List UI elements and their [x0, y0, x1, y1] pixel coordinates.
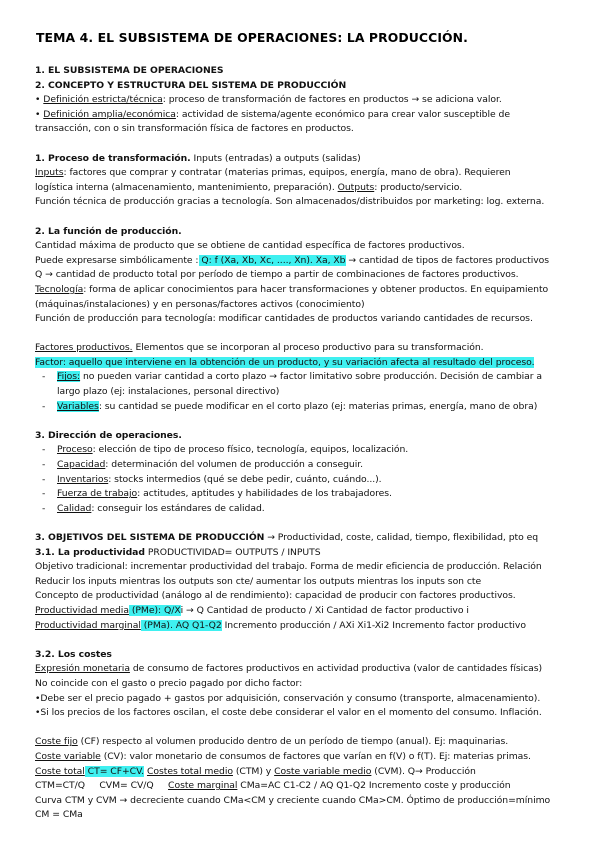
direccion-item-text: : elección de tipo de proceso físico, tecnología, equipos, localización. [92, 444, 409, 456]
inputs-line [35, 166, 583, 181]
factores-definition-line [35, 356, 583, 371]
pma-label: Productividad marginal [35, 619, 141, 631]
direccion-item-label: Capacidad [57, 459, 106, 471]
objetivos-heading-rest: → Productividad, coste, calidad, tiempo, flexibilidad, pto eq [264, 532, 539, 543]
definition-broad [35, 108, 583, 123]
pme-highlight: (PMe): Q/X [128, 604, 181, 616]
dash-marker: - [42, 371, 46, 383]
pma-highlight: (PMa). AQ Q1-Q2 [140, 619, 222, 631]
direccion-item [35, 487, 583, 502]
factores-variables-item [35, 400, 583, 415]
dash-marker: - [42, 444, 46, 456]
bullet-marker: • [35, 94, 41, 106]
direccion-item-text: : actitudes, aptitudes y habilidades de los trabajadores. [137, 488, 392, 500]
cvm-text: (CVM). Q→ Producción [371, 765, 476, 777]
costes-line-3: •Debe ser el precio pagado + gastos por adquisición, conservación y consumo (transporte, almacenamiento). [35, 692, 541, 704]
proceso-heading-rest: Inputs (entradas) a outputs (salidas) [190, 152, 361, 164]
direccion-heading: 3. Dirección de operaciones. [35, 429, 182, 441]
coste-variable-line [35, 750, 583, 765]
funcion-formula-post: → cantidad de tipos de factores productivos [345, 254, 550, 266]
tecnologia-line [35, 283, 583, 298]
variables-text: : su cantidad se puede modificar en el corto plazo (ej: materias primas, energía, mano de obra) [98, 400, 538, 412]
definition-strict-text: : proceso de transformación de factores en productos → se adiciona valor. [162, 94, 502, 106]
definition-broad-label: Definición amplia/económica [43, 108, 176, 120]
tecnologia-label: Tecnología [35, 283, 84, 295]
factores-label: Factores productivos. [35, 342, 133, 354]
funcion-line-6: Función de producción para tecnología: modificar cantidades de productos variando cantidades de recursos. [35, 313, 533, 325]
objetivos-line-3: Concepto de productividad (análogo al de rendimiento): capacidad de producir con factores productivos. [35, 590, 516, 602]
expresion-text: de consumo de factores productivos en actividad productiva (valor de cantidades físicas) [129, 663, 543, 675]
spacer [35, 721, 583, 736]
coste-total-label: Coste total [35, 765, 85, 777]
cvm-label: Coste variable medio [274, 765, 372, 777]
spacer [35, 327, 583, 342]
direccion-item [35, 473, 583, 488]
curva-line: Curva CTM y CVM → decreciente cuando CMa<CM y creciente cuando CMa>CM. Óptimo de producción=mínimo [35, 794, 551, 806]
coste-variable-label: Coste variable [35, 750, 101, 762]
direccion-item-text: : stocks intermedios (qué se debe pedir, cuánto, cuándo...). [108, 473, 382, 485]
bullet-marker: • [35, 108, 41, 120]
funcion-line-2 [35, 254, 583, 269]
expresion-line [35, 662, 583, 677]
definition-strict-label: Definición estricta/técnica [43, 94, 163, 106]
coste-fijo-line [35, 735, 583, 750]
coste-variable-text: (CV): valor monetario de consumos de factores que varían en f(V) o f(T). Ej: materias primas. [100, 750, 531, 762]
dash-marker: - [42, 502, 46, 514]
inputs-text: : factores que comprar y contratar (materias primas, equipos, energía, mano de obra). Requieren [63, 167, 511, 179]
ctm-label: Costes total medio [146, 765, 233, 777]
objetivos-line-1: Objetivo tradicional: incrementar productividad del trabajo. Forma de medir eficiencia de producción. Relación [35, 561, 542, 573]
tecnologia-text: : forma de aplicar conocimientos para hacer transformaciones y obtener productos. En equipamiento [83, 283, 549, 295]
direccion-item [35, 502, 583, 517]
direccion-item [35, 458, 583, 473]
final-line: CM = CMa [35, 809, 83, 821]
logistica-text: logística interna (almacenamiento, mantenimiento, preparación). [35, 181, 335, 193]
fijos-label: Fijos: [57, 371, 81, 383]
objetivos-heading: 3. OBJETIVOS DEL SISTEMA DE PRODUCCIÓN [35, 532, 265, 543]
expresion-label: Expresión monetaria [35, 663, 130, 675]
definition-strict [35, 93, 583, 108]
pme-line [35, 604, 583, 619]
variables-label: Variables [57, 400, 99, 412]
costes-line-4: •Si los precios de los factores oscilan, el coste debe considerar el valor en el momento del consumo. Inflación. [35, 707, 542, 719]
definition-broad-text: : actividad de sistema/agente económico para crear valor susceptible de [175, 108, 510, 120]
funcion-line-3: Q → cantidad de producto total por período de tiempo a partir de combinaciones de factores productivos. [35, 269, 519, 281]
direccion-item-text: : determinación del volumen de producción a conseguir. [105, 459, 364, 471]
document-body [35, 64, 583, 823]
proceso-heading-line [35, 152, 583, 167]
funcion-tecnica-line: Función técnica de producción gracias a tecnología. Son almacenados/distribuidos por marketing: log. externa. [35, 196, 545, 208]
coste-total-line [35, 765, 583, 780]
ctm-formula-line [35, 779, 583, 794]
productividad-heading-line [35, 546, 583, 561]
dash-marker: - [42, 488, 46, 500]
objetivos-heading-line [35, 531, 583, 546]
pme-text: i → Q Cantidad de producto / Xi Cantidad de factor productivo i [180, 604, 469, 616]
spacer [35, 516, 583, 531]
dash-marker: - [42, 473, 46, 485]
coste-fijo-label: Coste fijo [35, 736, 78, 748]
direccion-item [35, 443, 583, 458]
coste-total-highlight: CT= CF+CV. [84, 765, 145, 777]
objetivos-line-2: Reducir los inputs mientras los outputs son cte/ aumentar los outputs mientras los inputs son cte [35, 575, 482, 587]
direccion-item-label: Inventarios [57, 473, 109, 485]
pma-line [35, 619, 583, 634]
costes-line-2: No coincide con el gasto o precio pagado por dicho factor: [35, 677, 303, 689]
logistica-line [35, 181, 583, 196]
funcion-line-5: (máquinas/instalaciones) y en personas/factores activos (conocimiento) [35, 298, 365, 310]
dash-marker: - [42, 459, 46, 471]
factores-fijos-item [35, 370, 583, 385]
dash-marker: - [42, 400, 46, 412]
factores-fijos-cont: largo plazo (ej: instalaciones, personal directivo) [57, 386, 280, 398]
section-heading-subsistema: 1. EL SUBSISTEMA DE OPERACIONES [35, 65, 224, 76]
direccion-item-label: Fuerza de trabajo [57, 488, 138, 500]
coste-marginal-label: Coste marginal [168, 780, 238, 792]
direccion-item-label: Calidad [57, 502, 92, 514]
costes-heading: 3.2. Los costes [35, 648, 112, 660]
funcion-formula-pre: Puede expresarse simbólicamente : [35, 254, 199, 266]
coste-fijo-text: (CF) respecto al volumen producido dentro de un período de tiempo (anual). Ej: maquinarias. [77, 736, 509, 748]
direccion-item-label: Proceso [57, 444, 93, 456]
factores-text: Elementos que se incorporan al proceso productivo para su transformación. [132, 342, 484, 354]
definition-broad-cont: transacción, con o sin transformación física de factores en productos. [35, 123, 354, 135]
spacer [35, 414, 583, 429]
productividad-formula: PRODUCTIVIDAD= OUTPUTS / INPUTS [144, 546, 321, 558]
section-heading-concepto: 2. CONCEPTO Y ESTRUCTURA DEL SISTEMA DE PRODUCCIÓN [35, 79, 347, 91]
spacer [35, 137, 583, 152]
proceso-heading: 1. Proceso de transformación. [35, 152, 191, 164]
factores-definition-highlight: Factor: aquello que interviene en la obtención de un producto, y su variación afecta al resultado del proceso. [35, 356, 535, 368]
ctm-text: (CTM) y [232, 765, 275, 777]
direccion-item-text: : conseguir los estándares de calidad. [91, 502, 265, 514]
spacer [35, 633, 583, 648]
outputs-text: : producto/servicio. [374, 181, 463, 193]
factores-line [35, 341, 583, 356]
funcion-heading: 2. La función de producción. [35, 225, 182, 237]
ctm-formulas: CTM=CT/Q CVM= CV/Q [35, 780, 169, 792]
fijos-text: no pueden variar cantidad a corto plazo → factor limitativo sobre producción. Decisión de cambiar a [80, 371, 543, 383]
funcion-line-1: Cantidad máxima de producto que se obtiene de cantidad específica de factores productivos. [35, 240, 465, 252]
funcion-formula-highlight: Q: f (Xa, Xb, Xc, ...., Xn). Xa, Xb [198, 254, 346, 266]
spacer [35, 210, 583, 225]
pma-text: Incremento producción / AXi Xi1-Xi2 Incremento factor productivo [221, 619, 526, 631]
inputs-label: Inputs [35, 167, 64, 179]
outputs-label: Outputs [337, 181, 375, 193]
pme-label: Productividad media [35, 604, 129, 616]
document-title: TEMA 4. EL SUBSISTEMA DE OPERACIONES: LA PRODUCCIÓN. [36, 30, 468, 45]
coste-marginal-text: CMa=AC C1-C2 / AQ Q1-Q2 Incremento coste y producción [237, 780, 511, 792]
productividad-heading: 3.1. La productividad [35, 546, 145, 558]
